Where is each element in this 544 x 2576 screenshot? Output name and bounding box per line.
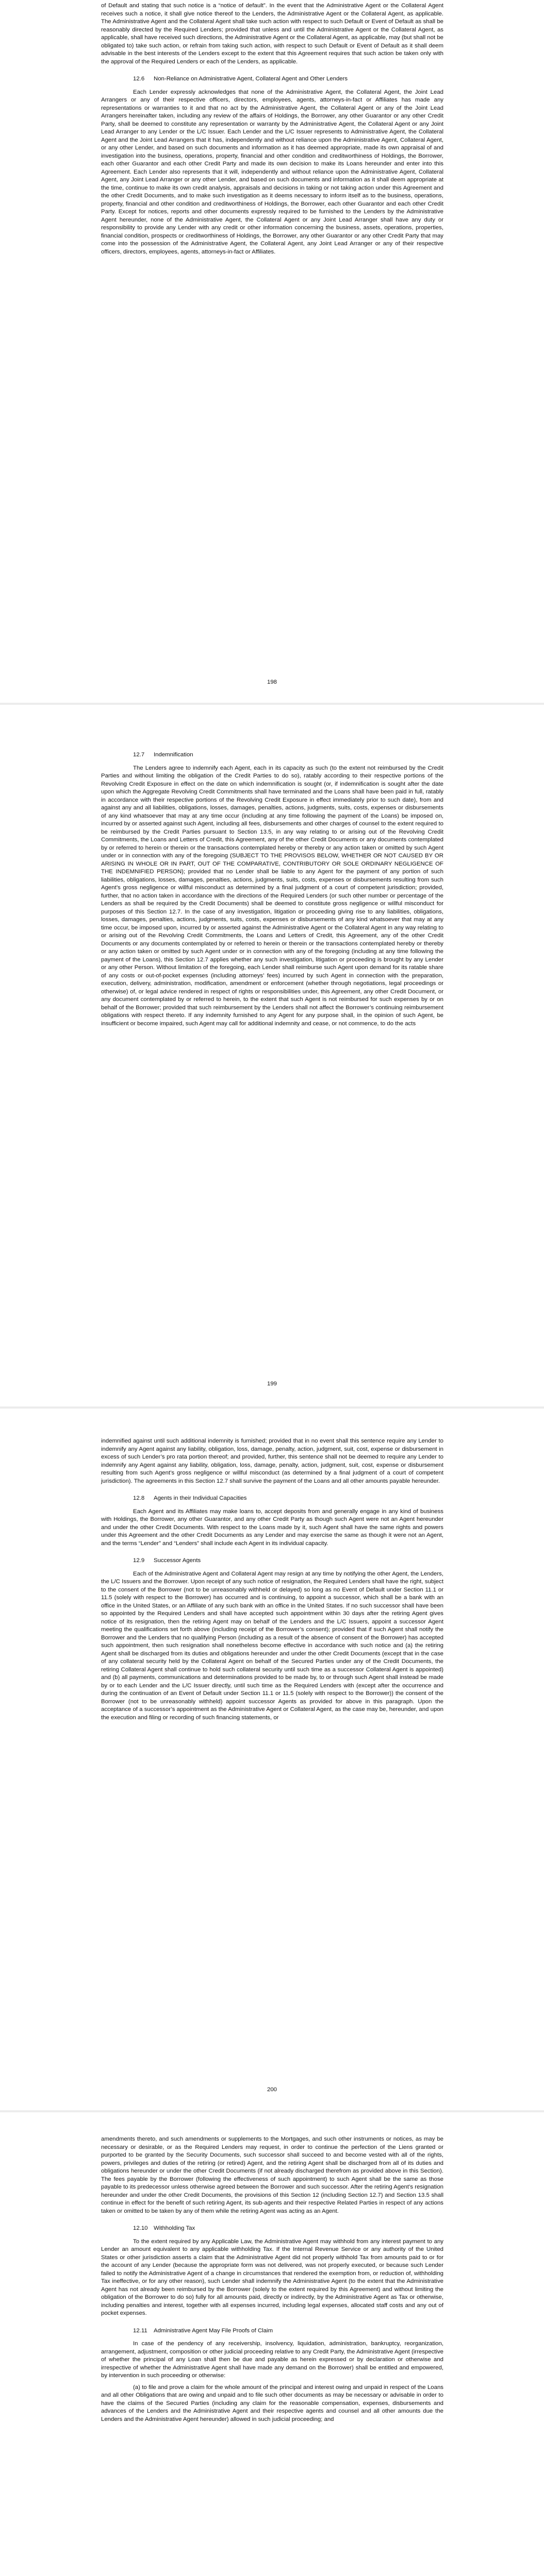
section-title: Indemnification (154, 752, 193, 758)
section-title: Successor Agents (154, 1557, 201, 1564)
section-heading (101, 2327, 443, 2335)
section-number: 12.7 (133, 752, 145, 758)
section-number: 12.11 (133, 2327, 147, 2334)
section-heading (101, 751, 443, 759)
section-heading (101, 2225, 443, 2233)
page-number: 199 (267, 1381, 277, 1387)
section-number: 12.9 (133, 1557, 145, 1564)
page-200-body (101, 1437, 443, 1725)
body-paragraph: (a) to file and prove a claim for the whole amount of the principal and interest owing and unpaid in respect of the Loans and all other Obligations that are owing and unpaid and to file such other documents as may be necessary or advisable in order to have the claims of the Secured Parties (including any claim for the reasonable compensation, expenses, disbursements and advances of the Lenders and the Administrative Agent and their respective agents and counsel and all other amounts due the Lenders and the Administrative Agent hereunder) allowed in such judicial proceeding; and (101, 2384, 443, 2422)
section-title: Agents in their Individual Capacities (154, 1495, 247, 1501)
body-paragraph: In case of the pendency of any receivership, insolvency, liquidation, administration, bankruptcy, reorganization, arrangement, adjustment, composition or other judicial proceeding relative to any Credit Party, the Administrative Agent (irrespective of whether the principal of any Loan shall then be due and payable as herein expressed or by declaration or otherwise and irrespective of whether the Administrative Agent shall have made any demand on the Borrower) shall be entitled and empowered, by intervention in such proceeding or otherwise: (101, 2341, 443, 2379)
body-paragraph: Each Agent and its Affiliates may make loans to, accept deposits from and generally engage in any kind of business with Holdings, the Borrower, any other Guarantor, and any other Credit Party as though such Agent were not an Agent hereunder and under the other Credit Documents. With respect to the Loans made by it, such Agent shall have the same rights and powers under this Agreement and the other Credit Documents as any Lender and may exercise the same as though it were not an Agent, and the terms “Lender” and “Lenders” shall include each Agent in its individual capacity. (101, 1508, 443, 1547)
body-paragraph: amendments thereto, and such amendments or supplements to the Mortgages, and such other instruments or notices, as may be necessary or desirable, or as the Required Lenders may request, in order to continue the perfection of the Liens granted or purported to be granted by the Security Documents, such successor shall succeed to and become vested with all of the rights, powers, privileges and duties of the retiring (or retired) Agent, and the retiring Agent shall be discharged from all of its duties and obligations hereunder or under the other Credit Documents (if not already discharged therefrom as provided above in this Section). The fees payable by the Borrower (following the effectiveness of such appointment) to such Agent shall be the same as those payable to its predecessor unless otherwise agreed between the Borrower and such successor. After the retiring Agent’s resignation hereunder and under the other Credit Documents, the provisions of this Section 12 (including Section 12.7) and Section 13.5 shall continue in effect for the benefit of such retiring Agent, its sub-agents and their respective Related Parties in respect of any actions taken or omitted to be taken by any of them while the retiring Agent was acting as an Agent. (101, 2136, 443, 2214)
section-title: Withholding Tax (154, 2225, 195, 2231)
body-paragraph: The Lenders agree to indemnify each Agent, each in its capacity as such (to the extent not reimbursed by the Credit Parties and without limiting the obligation of the Credit Parties to do so), ratably according to their respective portions of the Revolving Credit Exposure in effect on the date on which indemnification is sought (or, if indemnification is sought after the date upon which the Aggregate Revolving Credit Commitments shall have terminated and the Loans shall have been paid in full, ratably in accordance with their respective portions of the Revolving Credit Exposure in effect immediately prior to such date), from and against any and all liabilities, obligations, losses, damages, penalties, actions, judgments, suits, costs, expenses or disbursements of any kind whatsoever that may at any time occur (including at any time following the payment of the Loans) be imposed on, incurred by or asserted against such Agent, including all fees, disbursements and other charges of counsel to the extent required to be reimbursed by the Credit Parties pursuant to Section 13.5, in any way relating to or arising out of the Revolving Credit Commitments, the Loans and Letters of Credit, this Agreement, any of the other Credit Documents or any documents contemplated by or referred to herein or therein or the transactions contemplated hereby or thereby or any action taken or omitted by such Agent under or in connection with any of the foregoing (SUBJECT TO THE PROVISOS BELOW, WHETHER OR NOT CAUSED BY OR ARISING IN WHOLE OR IN PART, OUT OF THE COMPARATIVE, CONTRIBUTORY OR SOLE ORDINARY NEGLIGENCE OF THE INDEMNIFIED PERSON); provided that no Lender shall be liable to any Agent for the payment of any portion of such liabilities, obligations, losses, damages, penalties, actions, judgments, suits, costs, expenses or disbursements resulting from such Agent’s gross negligence or willful misconduct as determined by a final judgment of a court of competent jurisdiction; provided, further, that no action taken in accordance with the directions of the Required Lenders (or such other number or percentage of the Lenders as shall be required by the Credit Documents) shall be deemed to constitute gross negligence or willful misconduct for purposes of this Section 12.7. In the case of any investigation, litigation or proceeding giving rise to any liabilities, obligations, losses, damages, penalties, actions, judgments, suits, costs, expenses or disbursements of any kind whatsoever that may at any time occur, be imposed upon, incurred by or asserted against the Administrative Agent or the Collateral Agent in any way relating to or arising out of the Revolving Credit Commitments, the Loans and Letters of Credit, this Agreement, any of the other Credit Documents or any documents contemplated by or referred to herein or therein or the transactions contemplated hereby or thereby or any action taken or omitted by such Agent under or in connection with any of the foregoing (including at any time following the payment of the Loans), this Section 12.7 applies whether any such investigation, litigation or proceeding is brought by any Lender or any other Person. Without limitation of the foregoing, each Lender shall reimburse such Agent upon demand for its ratable share of any costs or out-of-pocket expenses (including attorneys’ fees) incurred by such Agent in connection with the preparation, execution, delivery, administration, modification, amendment or enforcement (whether through negotiations, legal proceedings or otherwise) of, or legal advice rendered in respect of rights or responsibilities under, this Agreement, any other Credit Document, or any document contemplated by or referred to herein, to the extent that such Agent is not reimbursed for such expenses by or on behalf of the Borrower; provided that such reimbursement by the Lenders shall not affect the Borrower’s continuing reimbursement obligations with respect thereto. If any indemnity furnished to any Agent for any purpose shall, in the opinion of such Agent, be insufficient or become impaired, such Agent may call for additional indemnity and cease, or not commence, to do the acts (101, 765, 443, 1027)
section-heading (101, 75, 443, 83)
body-paragraph: indemnified against until such additional indemnity is furnished; provided that in no event shall this sentence require any Lender to indemnify any Agent against any liability, obligation, loss, damage, penalty, action, judgment, suit, cost, expense or disbursement in excess of such Lender’s pro rata portion thereof; and provided, further, this sentence shall not be deemed to require any Lender to indemnify any Agent against any liability, obligation, loss, damage, penalty, action, judgment, suit, cost, expense or disbursement resulting from such Agent’s gross negligence or willful misconduct (as determined by a final judgment of a court of competent jurisdiction). The agreements in this Section 12.7 shall survive the payment of the Loans and all other amounts payable hereunder. (101, 1438, 443, 1484)
page-199-body (101, 742, 443, 1031)
page-number: 200 (267, 2087, 277, 2093)
section-title: Non-Reliance on Administrative Agent, Collateral Agent and Other Lenders (154, 76, 348, 82)
section-number: 12.8 (133, 1495, 145, 1501)
body-paragraph: Each Lender expressly acknowledges that none of the Administrative Agent, the Collateral Agent, the Joint Lead Arrangers or any of their respective officers, directors, employees, agents, attorneys-in-fact or Affiliates has made any representations or warranties to it and that no act by the Administrative Agent, the Collateral Agent or any of the Joint Lead Arrangers hereinafter taken, including any review of the affairs of Holdings, the Borrower, any other Guarantor or any other Credit Party, shall be deemed to constitute any representation or warranty by the Administrative Agent, the Collateral Agent or any Joint Lead Arranger to any Lender or the L/C Issuer. Each Lender and the L/C Issuer represents to Administrative Agent, the Collateral Agent and the Joint Lead Arrangers that it has, independently and without reliance upon the Administrative Agent, Collateral Agent, or any other Lender, and based on such documents and information as it has deemed appropriate, made its own appraisal of and investigation into the business, operations, property, financial and other condition and creditworthiness of Holdings, the Borrower, each other Guarantor and each other Credit Party and made its own decision to make its Loans hereunder and enter into this Agreement. Each Lender also represents that it will, independently and without reliance upon the Administrative Agent, Collateral Agent, any Joint Lead Arranger or any other Lender, and based on such documents and information as it shall deem appropriate at the time, continue to make its own credit analysis, appraisals and decisions in taking or not taking action under this Agreement and the other Credit Documents, and to make such investigation as it deems necessary to inform itself as to the business, operations, property, financial and other condition and creditworthiness of Holdings, the Borrower, each other Guarantor and each other Credit Party. Except for notices, reports and other documents expressly required to be furnished to the Lenders by the Administrative Agent hereunder, none of the Administrative Agent, the Collateral Agent or any Joint Lead Arranger shall have any duty or responsibility to provide any Lender with any credit or other information concerning the business, assets, operations, properties, financial condition, prospects or creditworthiness of Holdings, the Borrower, any other Guarantor or any other Credit Party that may come into the possession of the Administrative Agent, the Collateral Agent, any Joint Lead Arranger or any of their respective officers, directors, employees, agents, attorneys-in-fact or Affiliates. (101, 89, 443, 255)
body-paragraph: Each of the Administrative Agent and Collateral Agent may resign at any time by notifying the other Agent, the Lenders, the L/C Issuers and the Borrower. Upon receipt of any such notice of resignation, the Required Lenders shall have the right, subject to the consent of the Borrower (not to be unreasonably withheld or delayed) so long as no Event of Default under Section 11.1 or 11.5 (solely with respect to the Borrower) has occurred and is continuing, to appoint a successor, which shall be a bank with an office in the United States, or an Affiliate of any such bank with an office in the United States. If no such successor shall have been so appointed by the Required Lenders and shall have accepted such appointment within 30 days after the retiring Agent gives notice of its resignation, then the retiring Agent may on behalf of the Lenders and the L/C Issuers, appoint a successor Agent meeting the qualifications set forth above (including receipt of the Borrower’s consent); provided that if such Agent shall notify the Borrower and the Lenders that no qualifying Person (including as a result of the absence of consent of the Borrower) has accepted such appointment, then such resignation shall nonetheless become effective in accordance with such notice and (a) the retiring Agent shall be discharged from its duties and obligations hereunder and under the other Credit Documents (except that in the case of any collateral security held by the Collateral Agent on behalf of the Secured Parties under any of the Credit Documents, the retiring Collateral Agent shall continue to hold such collateral security until such time as a successor Collateral Agent is appointed) and (b) all payments, communications and determinations provided to be made by, to or through such Agent shall instead be made by or to each Lender and the L/C Issuer directly, until such time as the Required Lenders with (except after the occurrence and during the continuation of an Event of Default under Section 11.1 or 11.5 (solely with respect to the Borrower)) the consent of the Borrower (not to be unreasonably withheld) appoint successor Agents as provided for above in this paragraph. Upon the acceptance of a successor’s appointment as the Administrative Agent or Collateral Agent, as the case may be, hereunder, and upon the execution and filing or recording of such financing statements, or (101, 1570, 443, 1721)
body-paragraph: To the extent required by any Applicable Law, the Administrative Agent may withhold from any interest payment to any Lender an amount equivalent to any applicable withholding Tax. If the Internal Revenue Service or any authority of the United States or other jurisdiction asserts a claim that the Administrative Agent did not properly withhold Tax from amounts paid to or for the account of any Lender (because the appropriate form was not delivered, was not properly executed, or because such Lender failed to notify the Administrative Agent of a change in circumstances that rendered the exemption from, or reduction of, withholding Tax ineffective, or for any other reason), such Lender shall indemnify the Administrative Agent (to the extent that the Administrative Agent has not already been reimbursed by the Borrower (solely to the extent required by this Agreement) and without limiting the obligation of the Borrower to do so) fully for all amounts paid, directly or indirectly, by the Administrative Agent as Tax or otherwise, including penalties and interest, together with all expenses incurred, including legal expenses, allocated staff costs and any out of pocket expenses. (101, 2238, 443, 2316)
section-heading (101, 1495, 443, 1503)
body-paragraph: of Default and stating that such notice is a “notice of default”. In the event that the Administrative Agent or the Collateral Agent receives such a notice, it shall give notice thereof to the Lenders, the Administrative Agent or the Collateral Agent, as applicable. The Administrative Agent and the Collateral Agent shall take such action with respect to such Default or Event of Default as shall be reasonably directed by the Required Lenders; provided that unless and until the Administrative Agent or the Collateral Agent, as applicable, shall have received such directions, the Administrative Agent or the Collateral Agent, as applicable, may (but shall not be obligated to) take such action, or refrain from taking such action, with respect to such Default or Event of Default as it shall deem advisable in the best interests of the Lenders except to the extent that this Agreement requires that such action be taken only with the approval of the Required Lenders or each of the Lenders, as applicable. (101, 3, 443, 65)
section-number: 12.6 (133, 76, 145, 82)
page-201-body (101, 2136, 443, 2427)
page-198-body (101, 2, 443, 260)
section-heading (101, 1557, 443, 1565)
section-title: Administrative Agent May File Proofs of Claim (154, 2327, 273, 2334)
section-number: 12.10 (133, 2225, 148, 2231)
page-number: 198 (267, 679, 277, 685)
